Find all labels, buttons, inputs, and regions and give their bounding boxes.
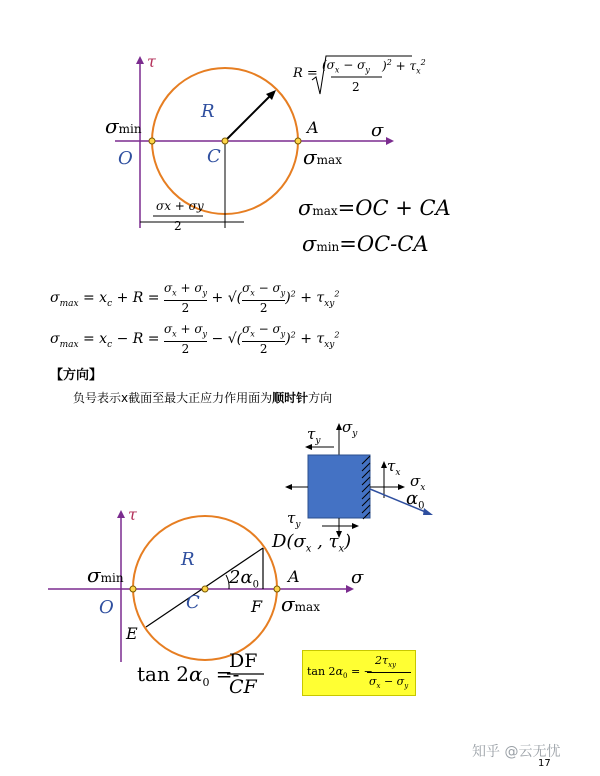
page-number: 17 bbox=[538, 758, 551, 769]
fig1-R-formula-lhs: R = bbox=[293, 66, 318, 81]
fig2-sigma-min-label: σmin bbox=[87, 563, 124, 587]
fig1-sigma-arrow bbox=[386, 137, 394, 145]
fig1-tau-arrow bbox=[136, 56, 144, 64]
fig1-sigma-label: σ bbox=[371, 120, 384, 141]
elem-tau-bottom-head bbox=[352, 523, 359, 529]
fig1-oc-numerator: σx + σy bbox=[156, 199, 204, 213]
fig1-oc-denominator: 2 bbox=[174, 219, 182, 233]
fig2-sigma-max-label: σmax bbox=[281, 592, 320, 616]
fig1-point-min bbox=[149, 138, 155, 144]
fig1-R-formula-num: ($\sigma_x - \sigma_y$ bbox=[322, 58, 370, 75]
fig2-angle-label: $2\alpha_0$ bbox=[229, 567, 259, 591]
fig2-point-f-label: F bbox=[251, 597, 263, 616]
elem-alpha0: $\alpha_0$ bbox=[406, 488, 425, 512]
fig2-point-a-label: A bbox=[288, 567, 300, 586]
fig1-point-center bbox=[222, 138, 228, 144]
fig2-sigma-label: σ bbox=[351, 567, 364, 588]
fig1-radius-line bbox=[225, 96, 270, 141]
fig1-center-label: C bbox=[207, 146, 221, 167]
fig1-sigma-max-label: σmax bbox=[303, 145, 342, 169]
stress-element bbox=[308, 455, 370, 518]
elem-left-head bbox=[285, 484, 292, 490]
elem-tau-y-bottom: $\tau_y$ bbox=[287, 509, 301, 530]
elem-sigma-x-head bbox=[398, 484, 405, 490]
tan-eq-den: CF bbox=[229, 676, 257, 698]
tan-eq-lhs: $\tan 2\alpha_0$ =- bbox=[137, 662, 240, 689]
fig1-sigma-min-label: σmin bbox=[105, 114, 142, 138]
eq-sigma-min: $\sigma_{max} = x_c - R$ = $\frac{\sigma_x + \sigma_y}{2}$ − √( $\frac{\sigma_x - \sigma_y}{2}$ )$^2 + \tau_{xy}^2$ bbox=[50, 322, 340, 357]
fig2-tau-label: τ bbox=[128, 505, 137, 524]
elem-sigma-x: $\sigma_x$ bbox=[410, 472, 426, 493]
fig1-radius-label: R bbox=[201, 101, 215, 122]
fig1-point-max bbox=[295, 138, 301, 144]
watermark: 知乎 @云无忧 bbox=[472, 744, 561, 760]
boxed-formula-num: $2\tau_{xy}$ bbox=[375, 654, 396, 670]
section-sentence: 负号表示x截面至最大正应力作用面为顺时针方向 bbox=[73, 391, 333, 405]
fig2-point-d-label: $D(\sigma_x$ , $\tau_x$) bbox=[272, 531, 352, 555]
boxed-formula-den: $\sigma_x - \sigma_y$ bbox=[369, 675, 409, 691]
fig2-point-center bbox=[202, 586, 208, 592]
fig1-origin-label: O bbox=[118, 148, 133, 169]
elem-sigma-y: $\sigma_y$ bbox=[342, 418, 358, 439]
elem-tau-y-top: $\tau_y$ bbox=[307, 425, 321, 446]
fig2-point-e-label: E bbox=[126, 624, 138, 643]
boxed-formula-lhs: $\tan 2\alpha_0$ = − bbox=[307, 665, 373, 681]
fig2-center-label: C bbox=[186, 592, 200, 613]
eq-sigma-max: $\sigma_{max} = x_c + R$ = $\frac{\sigma_x + \sigma_y}{2}$ + √( $\frac{\sigma_x - \sigma_y}{2}$ )$^2 + \tau_{xy}^2$ bbox=[50, 281, 340, 316]
boxed-formula bbox=[302, 650, 416, 696]
section-title: 【方向】 bbox=[50, 368, 103, 383]
fig2-origin-label: O bbox=[99, 597, 114, 618]
fig2-tau-arrow bbox=[117, 510, 125, 518]
fig1-R-formula-tail: )$^2 + \tau_x^2$ bbox=[382, 58, 426, 76]
fig1-eq-min: σmin=OC-CA bbox=[302, 232, 429, 256]
boxed-formula-bar bbox=[367, 672, 411, 673]
elem-tau-x: $\tau_x$ bbox=[387, 457, 401, 478]
tan-eq-num: DF bbox=[229, 650, 258, 672]
fig1-tau-label: τ bbox=[147, 52, 156, 71]
fig2-point-min bbox=[130, 586, 136, 592]
fig2-point-max bbox=[274, 586, 280, 592]
fig2-radius-label: R bbox=[181, 549, 195, 570]
fig1-R-formula-den: 2 bbox=[352, 80, 360, 94]
fig1-eq-max: σmax=OC + CA bbox=[298, 196, 451, 220]
fig1-point-a-label: A bbox=[307, 118, 319, 137]
